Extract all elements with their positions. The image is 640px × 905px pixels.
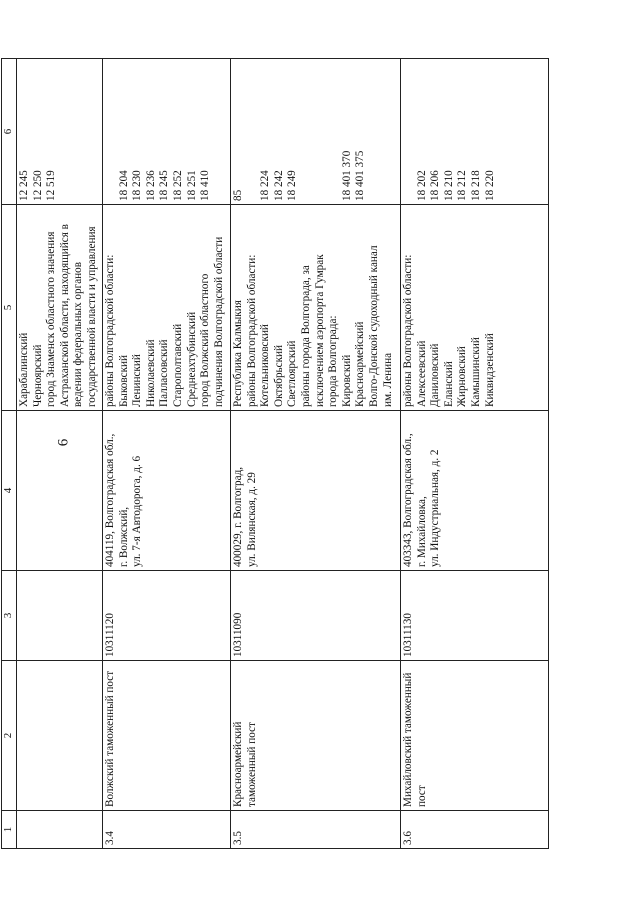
header-col-1: 1 <box>2 811 17 849</box>
territory-line: ведении федеральных органов <box>72 261 85 407</box>
header-col-4: 4 <box>2 411 17 571</box>
code-line: 18 212 <box>456 170 469 201</box>
cell <box>17 571 103 661</box>
header-col-3: 3 <box>2 571 17 661</box>
code-line: 18 224 <box>259 170 272 201</box>
cell <box>17 661 103 811</box>
codes-cell <box>103 59 231 205</box>
code-line: 18 230 <box>131 170 144 201</box>
territory-line: город Знаменск областного значения <box>45 231 58 407</box>
code-line: 18 401 375 <box>354 150 367 201</box>
code-line: 12 519 <box>45 170 58 201</box>
territory-line: город Волжский областного <box>199 273 212 407</box>
territory-line: районы Волгоградской области: <box>402 254 414 407</box>
cell <box>17 411 103 571</box>
territory-line: Быковский <box>117 355 130 407</box>
row-number: 3.5 <box>231 811 401 849</box>
code-line: 18 249 <box>286 170 299 201</box>
code-line: 18 206 <box>429 170 442 201</box>
codes-cell <box>17 59 103 205</box>
code-line: 18 252 <box>171 170 184 201</box>
territory-line: Красноармейский <box>354 321 367 407</box>
cell <box>17 811 103 849</box>
territory-line: города Волгограда: <box>327 315 340 407</box>
row-number: 3.6 <box>401 811 549 849</box>
territory-line: Камышинский <box>469 337 482 407</box>
territory-cell <box>401 205 549 411</box>
territory-line: Среднеахтубинский <box>185 311 198 407</box>
code-line: 12 250 <box>31 170 44 201</box>
header-col-5: 5 <box>2 205 17 411</box>
territory-line: им. Ленина <box>381 352 394 407</box>
post-address <box>401 411 549 571</box>
territory-cell <box>231 205 401 411</box>
code-line: 18 251 <box>185 170 198 201</box>
code-line: 18 410 <box>199 170 212 201</box>
territory-line: Николаевский <box>144 339 157 407</box>
post-code: 10311130 <box>401 571 549 661</box>
header-col-6: 6 <box>2 59 17 205</box>
address-line: ул. Вилянская, д. 29 <box>245 472 258 567</box>
rotated-table-container <box>1 59 549 849</box>
territory-line: Республика Калмыкия <box>232 300 244 407</box>
territory-line: Даниловский <box>429 343 442 407</box>
code-line: 85 <box>232 189 244 201</box>
code-line: 18 245 <box>158 170 171 201</box>
code-line: 18 218 <box>469 170 482 201</box>
header-row <box>2 59 17 849</box>
territory-line: районы города Волгограда, за <box>299 265 312 407</box>
table-row <box>231 59 401 849</box>
code-line: 12 245 <box>18 170 30 201</box>
territory-line: Светлоярский <box>286 340 299 407</box>
territory-line: Котельниковский <box>259 324 272 407</box>
territory-line: Жирновский <box>456 346 469 407</box>
territory-line: государственной власти и управления <box>85 226 98 407</box>
address-line: г. Волжский, <box>117 506 130 567</box>
code-line: 18 204 <box>117 170 130 201</box>
territory-line: Октябрьский <box>272 344 285 407</box>
codes-cell <box>231 59 401 205</box>
territory-line: Кировский <box>340 354 353 407</box>
codes-cell <box>401 59 549 205</box>
page-number: 6 <box>55 438 72 447</box>
post-name: Волжский таможенный пост <box>103 661 231 811</box>
code-line: 18 401 370 <box>340 150 353 201</box>
territory-line: районы Волгоградской области: <box>104 254 116 407</box>
code-line: 18 236 <box>144 170 157 201</box>
territory-line: Ленинский <box>131 354 144 407</box>
post-address <box>103 411 231 571</box>
header-col-2: 2 <box>2 661 17 811</box>
territory-line: Еланский <box>442 361 455 407</box>
address-line: г. Михайловка, <box>415 496 428 567</box>
code-line: 18 202 <box>415 170 428 201</box>
post-name: Красноармейский таможенный пост <box>231 661 401 811</box>
post-code: 10311090 <box>231 571 401 661</box>
code-line: 18 242 <box>272 170 285 201</box>
territory-line: Астраханской области, находящийся в <box>58 224 71 407</box>
code-line: 18 220 <box>483 170 496 201</box>
post-name: Михайловский таможенный пост <box>401 661 549 811</box>
row-number: 3.4 <box>103 811 231 849</box>
territory-line: Палласовский <box>158 339 171 407</box>
address-line: 400029, г. Волгоград, <box>232 466 244 567</box>
code-line: 18 210 <box>442 170 455 201</box>
territory-line: Киквидзенский <box>483 333 496 407</box>
territory-line: исключением аэропорта Гумрак <box>313 254 326 407</box>
territory-cell <box>103 205 231 411</box>
address-line: 404119, Волгоградская обл., <box>104 433 116 567</box>
territory-line: подчинения Волгоградской области <box>212 236 225 407</box>
post-address <box>231 411 401 571</box>
post-code: 10311120 <box>103 571 231 661</box>
territory-line: Алексеевский <box>415 340 428 407</box>
territory-line: Старополтавский <box>171 323 184 407</box>
territory-cell <box>17 205 103 411</box>
continued-row <box>17 59 103 849</box>
territory-line: Харабалинский <box>18 332 30 407</box>
territory-line: Волго-Донской судоходный канал <box>367 245 380 407</box>
territory-line: Черноярский <box>31 344 44 407</box>
territory-line: районы Волгоградской области: <box>245 254 258 407</box>
customs-posts-table <box>1 58 549 849</box>
address-line: 403343, Волгоградская обл., <box>402 433 414 567</box>
table-row <box>401 59 549 849</box>
address-line: ул. 7-я Автодорога, д. 6 <box>131 455 144 567</box>
address-line: ул. Индустриальная, д. 2 <box>429 449 442 567</box>
table-row <box>103 59 231 849</box>
